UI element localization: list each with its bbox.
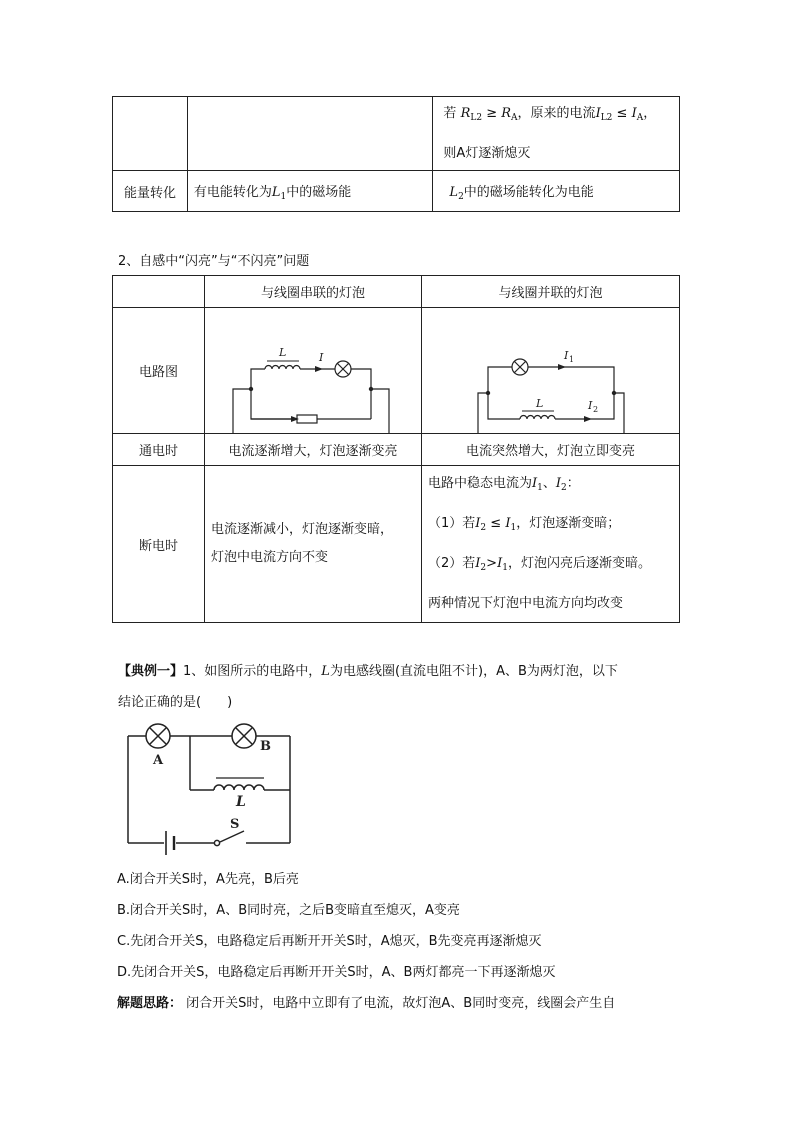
option-c: C.先闭合开关S，电路稳定后再断开开关S时，A熄灭，B先变亮再逐渐熄灭 bbox=[117, 934, 542, 949]
table-row bbox=[113, 171, 680, 212]
parallel-circuit-diagram bbox=[422, 309, 679, 433]
question-line-2: 结论正确的是( ) bbox=[118, 695, 233, 710]
svg-text:L: L bbox=[236, 794, 246, 810]
svg-text:2: 2 bbox=[593, 404, 599, 414]
flash-table bbox=[112, 275, 680, 623]
condition-line-2: 则A灯逐渐熄灭 bbox=[443, 145, 531, 161]
example-tag: 【典例一】 bbox=[118, 664, 184, 679]
row-label: 断电时 bbox=[113, 466, 205, 623]
energy-cell-right: $L_2$中的磁场能转化为电能 bbox=[433, 171, 680, 212]
solution-label: 解题思路： bbox=[117, 996, 183, 1011]
option-b: B.闭合开关S时，A、B同时亮，之后B变暗直至熄灭，A变亮 bbox=[117, 903, 460, 918]
table-cell bbox=[205, 466, 422, 623]
column-header: 与线圈串联的灯泡 bbox=[205, 276, 422, 308]
row-label: 电路图 bbox=[113, 308, 205, 434]
energy-table bbox=[112, 96, 680, 212]
option-a: A.闭合开关S时，A先亮，B后亮 bbox=[117, 872, 299, 887]
cell-line: 两种情况下灯泡中电流方向均改变 bbox=[428, 596, 624, 611]
table-header-row bbox=[113, 276, 680, 308]
column-header: 与线圈并联的灯泡 bbox=[422, 276, 680, 308]
table-cell: 电流逐渐增大，灯泡逐渐变亮 bbox=[205, 434, 422, 466]
cell-line: 电路中稳态电流为$I_1$、$I_2$： bbox=[428, 476, 580, 493]
condition-cell bbox=[433, 97, 680, 171]
cell-line: （1）若$I_2 \le I_1$，灯泡逐渐变暗； bbox=[428, 516, 621, 533]
solution-line bbox=[117, 992, 615, 1011]
empty-cell bbox=[113, 97, 188, 171]
empty-cell bbox=[187, 97, 433, 171]
table-row bbox=[113, 97, 680, 171]
svg-text:L: L bbox=[279, 345, 287, 359]
energy-cell-left: 有电能转化为$L_1$中的磁场能 bbox=[187, 171, 433, 212]
table-row bbox=[113, 308, 680, 434]
svg-text:I: I bbox=[588, 398, 593, 412]
svg-text:I: I bbox=[564, 348, 569, 362]
table-cell bbox=[422, 466, 680, 623]
row-label: 能量转化 bbox=[113, 171, 188, 212]
svg-text:B: B bbox=[260, 739, 271, 754]
solution-text: 闭合开关S时，电路中立即有了电流，故灯泡A、B同时变亮，线圈会产生自 bbox=[186, 996, 616, 1011]
cell-line: 灯泡中电流方向不变 bbox=[211, 550, 329, 565]
table-row bbox=[113, 466, 680, 623]
cell-line: 电流逐渐减小，灯泡逐渐变暗， bbox=[211, 522, 394, 537]
svg-text:1: 1 bbox=[569, 354, 575, 364]
example-circuit-diagram bbox=[120, 718, 300, 864]
svg-text:A: A bbox=[152, 753, 164, 768]
parallel-circuit-cell bbox=[422, 308, 680, 434]
svg-text:L: L bbox=[536, 396, 544, 410]
series-circuit-diagram bbox=[205, 309, 421, 433]
empty-cell bbox=[113, 276, 205, 308]
series-circuit-cell bbox=[205, 308, 422, 434]
question-line-1: 【典例一】1、如图所示的电路中，L为电感线圈(直流电阻不计)，A、B为两灯泡，以下 bbox=[118, 664, 618, 679]
cell-line: （2）若$I_2>I_1$，灯泡闪亮后逐渐变暗。 bbox=[428, 556, 651, 573]
table-cell: 电流突然增大，灯泡立即变亮 bbox=[422, 434, 680, 466]
section-title: 2、自感中“闪亮”与“不闪亮”问题 bbox=[118, 254, 310, 269]
svg-text:I: I bbox=[319, 350, 324, 364]
table-row bbox=[113, 434, 680, 466]
svg-text:S: S bbox=[230, 817, 240, 832]
row-label: 通电时 bbox=[113, 434, 205, 466]
condition-line-1: 若 $R_{L2} \ge R_A$，原来的电流$I_{L2} \le I_A$， bbox=[443, 105, 657, 123]
option-d: D.先闭合开关S，电路稳定后再断开开关S时，A、B两灯都亮一下再逐渐熄灭 bbox=[117, 965, 556, 980]
